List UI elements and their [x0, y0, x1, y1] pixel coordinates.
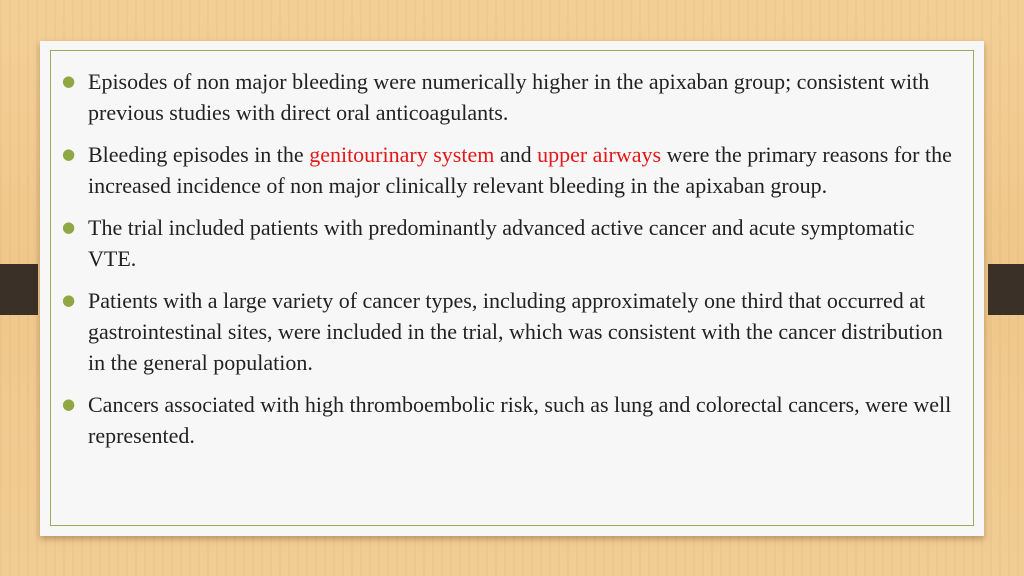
bullet-text: Episodes of non major bleeding were numerically higher in the apixaban group; consistent with previous studies with direct oral anticoagulants. — [88, 69, 930, 125]
bullet-dot-icon: ● — [62, 291, 76, 309]
bullet-dot-icon: ● — [62, 72, 76, 90]
bullet-item-3 — [62, 212, 963, 274]
bullet-item-5 — [62, 389, 963, 451]
bullet-text-pre: Bleeding episodes in the — [88, 142, 310, 167]
highlight-genitourinary-system: genitourinary system — [309, 142, 495, 167]
bullet-item-2 — [62, 139, 963, 201]
bullet-text: The trial included patients with predominantly advanced active cancer and acute symptomatic VTE. — [88, 215, 915, 271]
bullet-text: Patients with a large variety of cancer types, including approximately one third that occurred at gastrointestinal sites, were included in the trial, which was consistent with the cancer distribution in the general population. — [88, 288, 943, 375]
bullet-list — [62, 66, 963, 462]
bullet-dot-icon: ● — [62, 218, 76, 236]
bullet-text: Cancers associated with high thromboembolic risk, such as lung and colorectal cancers, were well represented. — [88, 392, 952, 448]
right-side-tab — [988, 264, 1024, 315]
bullet-dot-icon: ● — [62, 395, 76, 413]
left-side-tab — [0, 264, 38, 315]
bullet-text-post: were the primary reasons for the increased incidence of non major clinically relevant bleeding in the apixaban group. — [88, 142, 952, 198]
highlight-upper-airways: upper airways — [537, 142, 662, 167]
bullet-item-4 — [62, 285, 963, 378]
bullet-text-mid: and — [494, 142, 538, 167]
bullet-item-1 — [62, 66, 963, 128]
bullet-dot-icon: ● — [62, 145, 76, 163]
content-card — [40, 41, 984, 536]
